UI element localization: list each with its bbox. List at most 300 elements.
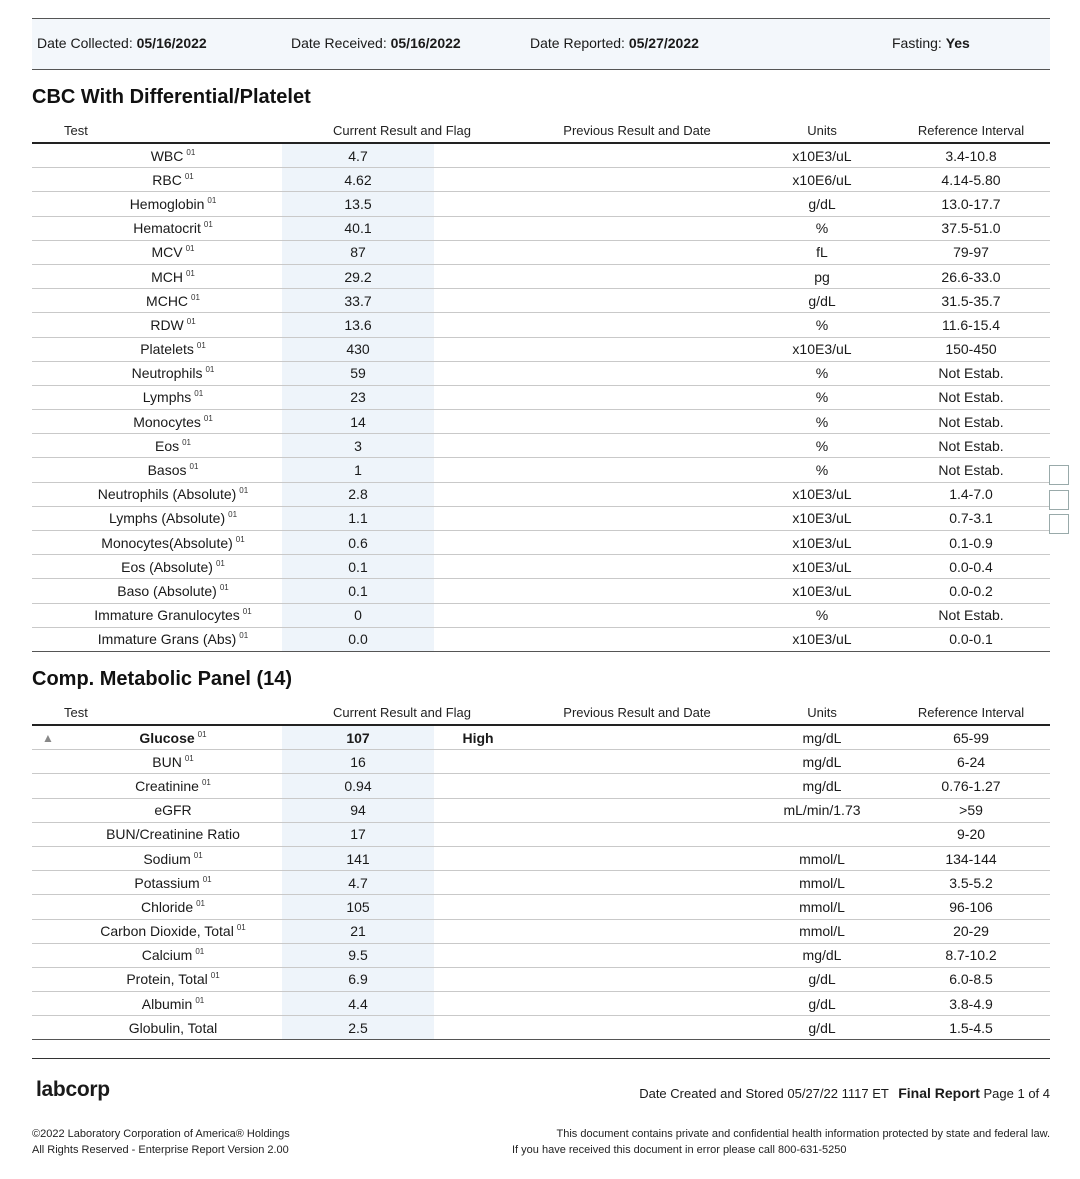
- units: fL: [752, 240, 892, 264]
- result-row: [32, 240, 1050, 264]
- units: mg/dL: [752, 750, 892, 774]
- reference-interval: Not Estab.: [892, 434, 1050, 458]
- current-result: 4.62: [282, 168, 434, 192]
- previous-result: [522, 919, 752, 943]
- flag-indicator: [32, 895, 64, 919]
- test-name: [64, 846, 282, 870]
- created-value: 05/27/22 1117 ET: [787, 1086, 889, 1101]
- test-name-text: Hemoglobin: [129, 195, 205, 212]
- test-name-text: Albumin: [141, 995, 193, 1012]
- current-result: 0.94: [282, 774, 434, 798]
- flag-indicator: [32, 240, 64, 264]
- previous-result: [522, 750, 752, 774]
- result-row: [32, 506, 1050, 530]
- result-row: [32, 555, 1050, 579]
- previous-result: [522, 434, 752, 458]
- col-header-current: Current Result and Flag: [282, 700, 522, 725]
- test-name-text: Immature Grans (Abs): [97, 631, 237, 648]
- test-name: [64, 919, 282, 943]
- result-flag: [434, 482, 522, 506]
- lab-code: 01: [182, 437, 192, 447]
- current-result: 2.8: [282, 482, 434, 506]
- test-name: [64, 603, 282, 627]
- reference-interval: 79-97: [892, 240, 1050, 264]
- test-name: [64, 531, 282, 555]
- current-result: 33.7: [282, 289, 434, 313]
- result-row: [32, 725, 1050, 750]
- test-name: [64, 385, 282, 409]
- units: x10E3/uL: [752, 482, 892, 506]
- result-flag: [434, 603, 522, 627]
- result-row: [32, 846, 1050, 870]
- test-name: [64, 482, 282, 506]
- result-flag: [434, 822, 522, 846]
- test-name-text: Creatinine: [135, 777, 199, 794]
- test-name: [64, 895, 282, 919]
- result-flag: High: [434, 725, 522, 750]
- current-result: 0.0: [282, 627, 434, 651]
- lab-code: 01: [203, 220, 213, 230]
- reference-interval: Not Estab.: [892, 361, 1050, 385]
- units: mg/dL: [752, 725, 892, 750]
- result-flag: [434, 846, 522, 870]
- result-flag: [434, 289, 522, 313]
- current-result: 1: [282, 458, 434, 482]
- test-name: [64, 168, 282, 192]
- previous-result: [522, 385, 752, 409]
- result-row: [32, 603, 1050, 627]
- test-name-text: Platelets: [140, 341, 194, 358]
- test-name-text: Potassium: [134, 874, 200, 891]
- cmp-section-title: Comp. Metabolic Panel (14): [32, 668, 293, 690]
- current-result: 4.7: [282, 143, 434, 168]
- lab-code: 01: [242, 607, 252, 617]
- result-row: [32, 750, 1050, 774]
- result-flag: [434, 750, 522, 774]
- flag-indicator: [32, 1016, 64, 1040]
- units: g/dL: [752, 992, 892, 1016]
- lab-code: 01: [210, 971, 220, 981]
- reference-interval: 0.0-0.2: [892, 579, 1050, 603]
- report-status-line: [639, 1085, 1050, 1101]
- previous-result: [522, 192, 752, 216]
- date-reported-label: Date Reported:: [530, 35, 625, 51]
- lab-code: 01: [195, 995, 205, 1005]
- units: x10E3/uL: [752, 555, 892, 579]
- result-flag: [434, 579, 522, 603]
- result-flag: [434, 506, 522, 530]
- units: g/dL: [752, 1016, 892, 1040]
- flag-indicator: [32, 919, 64, 943]
- final-report-label: Final Report: [898, 1085, 980, 1101]
- reference-interval: 11.6-15.4: [892, 313, 1050, 337]
- flag-indicator: [32, 967, 64, 991]
- current-result: 13.6: [282, 313, 434, 337]
- date-reported: [530, 35, 699, 51]
- units: g/dL: [752, 967, 892, 991]
- previous-result: [522, 216, 752, 240]
- side-checkbox-3[interactable]: [1049, 514, 1069, 534]
- fasting-status: [892, 35, 970, 51]
- units: %: [752, 216, 892, 240]
- result-row: [32, 264, 1050, 288]
- reference-interval: 1.5-4.5: [892, 1016, 1050, 1040]
- test-name-text: MCH: [151, 268, 183, 285]
- result-flag: [434, 458, 522, 482]
- result-row: [32, 774, 1050, 798]
- test-name: [64, 871, 282, 895]
- units: %: [752, 313, 892, 337]
- test-name: [64, 458, 282, 482]
- date-collected-value: 05/16/2022: [136, 35, 207, 51]
- reference-interval: 134-144: [892, 846, 1050, 870]
- reference-interval: 13.0-17.7: [892, 192, 1050, 216]
- test-name: [64, 337, 282, 361]
- current-result: 3: [282, 434, 434, 458]
- result-flag: [434, 434, 522, 458]
- current-result: 1.1: [282, 506, 434, 530]
- units: mmol/L: [752, 871, 892, 895]
- test-name-text: WBC: [150, 147, 184, 164]
- result-flag: [434, 1016, 522, 1040]
- privacy-line-2: If you have received this document in error please call 800-631-5250: [512, 1144, 847, 1156]
- flag-indicator: [32, 627, 64, 651]
- test-name-text: Eos (Absolute): [121, 558, 213, 575]
- col-header-units: Units: [752, 118, 892, 143]
- current-result: 21: [282, 919, 434, 943]
- test-name: [64, 750, 282, 774]
- current-result: 9.5: [282, 943, 434, 967]
- current-result: 23: [282, 385, 434, 409]
- reference-interval: 3.8-4.9: [892, 992, 1050, 1016]
- flag-indicator: [32, 192, 64, 216]
- reference-interval: Not Estab.: [892, 603, 1050, 627]
- lab-code: 01: [239, 486, 249, 496]
- previous-result: [522, 603, 752, 627]
- test-name-text: Glucose: [139, 729, 195, 746]
- current-result: 2.5: [282, 1016, 434, 1040]
- previous-result: [522, 506, 752, 530]
- reference-interval: 3.5-5.2: [892, 871, 1050, 895]
- result-row: [32, 531, 1050, 555]
- units: g/dL: [752, 192, 892, 216]
- result-row: [32, 289, 1050, 313]
- copyright-line-2: All Rights Reserved - Enterprise Report Version 2.00: [32, 1144, 289, 1156]
- flag-indicator: [32, 264, 64, 288]
- previous-result: [522, 240, 752, 264]
- result-flag: [434, 410, 522, 434]
- date-collected: [37, 35, 207, 51]
- lab-code: 01: [184, 753, 194, 763]
- result-row: [32, 434, 1050, 458]
- col-header-test: Test: [32, 118, 282, 143]
- flag-indicator: [32, 798, 64, 822]
- flag-indicator: [32, 434, 64, 458]
- previous-result: [522, 579, 752, 603]
- lab-code: 01: [186, 147, 196, 157]
- result-flag: [434, 240, 522, 264]
- previous-result: [522, 313, 752, 337]
- date-received-label: Date Received:: [291, 35, 387, 51]
- flag-indicator: [32, 943, 64, 967]
- units: x10E3/uL: [752, 627, 892, 651]
- flag-indicator: [32, 337, 64, 361]
- previous-result: [522, 337, 752, 361]
- result-flag: [434, 313, 522, 337]
- flag-indicator: [32, 603, 64, 627]
- flag-indicator: [32, 871, 64, 895]
- current-result: 430: [282, 337, 434, 361]
- test-name: [64, 798, 282, 822]
- previous-result: [522, 992, 752, 1016]
- result-row: [32, 1016, 1050, 1040]
- current-result: 6.9: [282, 967, 434, 991]
- previous-result: [522, 943, 752, 967]
- test-name: [64, 579, 282, 603]
- test-name-text: Lymphs: [142, 389, 192, 406]
- result-row: [32, 798, 1050, 822]
- report-dates-band: [32, 18, 1050, 70]
- copyright-line-1: ©2022 Laboratory Corporation of America® Holdings: [32, 1128, 290, 1140]
- previous-result: [522, 1016, 752, 1040]
- result-flag: [434, 168, 522, 192]
- units: %: [752, 361, 892, 385]
- lab-code: 01: [184, 171, 194, 181]
- result-flag: [434, 337, 522, 361]
- test-name: [64, 264, 282, 288]
- cbc-results-table: [32, 118, 1050, 652]
- flag-indicator: [32, 289, 64, 313]
- test-name-text: Baso (Absolute): [117, 582, 217, 599]
- result-flag: [434, 774, 522, 798]
- result-flag: [434, 798, 522, 822]
- lab-code: 01: [191, 292, 200, 302]
- reference-interval: 8.7-10.2: [892, 943, 1050, 967]
- privacy-line-1: This document contains private and confidential health information protected by state and federal law.: [556, 1128, 1050, 1140]
- units: %: [752, 410, 892, 434]
- reference-interval: 0.7-3.1: [892, 506, 1050, 530]
- flag-indicator: [32, 385, 64, 409]
- flag-indicator: [32, 774, 64, 798]
- result-row: [32, 313, 1050, 337]
- lab-code: 01: [197, 729, 207, 739]
- current-result: 0.6: [282, 531, 434, 555]
- page-indicator: Page 1 of 4: [983, 1086, 1050, 1101]
- test-name: [64, 725, 282, 750]
- previous-result: [522, 774, 752, 798]
- test-name: [64, 192, 282, 216]
- side-checkbox-2[interactable]: [1049, 490, 1069, 510]
- units: [752, 822, 892, 846]
- previous-result: [522, 725, 752, 750]
- test-name: [64, 967, 282, 991]
- previous-result: [522, 361, 752, 385]
- test-name: [64, 627, 282, 651]
- col-header-test: Test: [32, 700, 282, 725]
- reference-interval: 6-24: [892, 750, 1050, 774]
- test-name-text: MCV: [151, 244, 183, 261]
- result-row: [32, 385, 1050, 409]
- lab-code: 01: [201, 777, 211, 787]
- test-name-text: Chloride: [140, 898, 194, 915]
- result-row: [32, 992, 1050, 1016]
- result-flag: [434, 919, 522, 943]
- flag-indicator: [32, 822, 64, 846]
- reference-interval: 26.6-33.0: [892, 264, 1050, 288]
- previous-result: [522, 895, 752, 919]
- previous-result: [522, 967, 752, 991]
- flag-indicator: ▲: [32, 725, 64, 750]
- result-row: [32, 216, 1050, 240]
- result-flag: [434, 264, 522, 288]
- current-result: 17: [282, 822, 434, 846]
- current-result: 4.7: [282, 871, 434, 895]
- result-flag: [434, 895, 522, 919]
- units: x10E3/uL: [752, 579, 892, 603]
- flag-indicator: [32, 143, 64, 168]
- test-name-text: RDW: [150, 316, 184, 333]
- lab-code: 01: [185, 268, 195, 278]
- fasting-value: Yes: [945, 35, 970, 51]
- current-result: 0: [282, 603, 434, 627]
- result-flag: [434, 871, 522, 895]
- lab-code: 01: [194, 389, 204, 399]
- previous-result: [522, 531, 752, 555]
- current-result: 141: [282, 846, 434, 870]
- previous-result: [522, 627, 752, 651]
- result-row: [32, 192, 1050, 216]
- test-name-text: Monocytes: [133, 413, 201, 430]
- result-row: [32, 579, 1050, 603]
- test-name-text: eGFR: [154, 802, 192, 819]
- side-checkbox-1[interactable]: [1049, 465, 1069, 485]
- test-name-text: Neutrophils (Absolute): [97, 486, 237, 503]
- lab-code: 01: [207, 195, 217, 205]
- copyright-notice: [32, 1126, 290, 1158]
- test-name: [64, 506, 282, 530]
- reference-interval: Not Estab.: [892, 410, 1050, 434]
- lab-code: 01: [203, 413, 213, 423]
- units: x10E3/uL: [752, 531, 892, 555]
- previous-result: [522, 410, 752, 434]
- previous-result: [522, 846, 752, 870]
- created-label: Date Created and Stored: [639, 1086, 784, 1101]
- col-header-current: Current Result and Flag: [282, 118, 522, 143]
- test-name: [64, 410, 282, 434]
- result-flag: [434, 385, 522, 409]
- result-row: [32, 410, 1050, 434]
- previous-result: [522, 798, 752, 822]
- reference-interval: 65-99: [892, 725, 1050, 750]
- test-name-text: Eos: [154, 437, 180, 454]
- reference-interval: 20-29: [892, 919, 1050, 943]
- reference-interval: 9-20: [892, 822, 1050, 846]
- reference-interval: 150-450: [892, 337, 1050, 361]
- cbc-section-title: CBC With Differential/Platelet: [32, 86, 311, 108]
- previous-result: [522, 143, 752, 168]
- previous-result: [522, 555, 752, 579]
- test-name-text: Immature Granulocytes: [94, 607, 240, 624]
- previous-result: [522, 289, 752, 313]
- result-row: [32, 943, 1050, 967]
- test-name: [64, 555, 282, 579]
- test-name: [64, 434, 282, 458]
- flag-indicator: [32, 216, 64, 240]
- units: x10E6/uL: [752, 168, 892, 192]
- flag-indicator: [32, 555, 64, 579]
- result-row: [32, 822, 1050, 846]
- lab-code: 01: [236, 923, 246, 933]
- lab-code: 01: [202, 874, 212, 884]
- units: %: [752, 434, 892, 458]
- units: mg/dL: [752, 943, 892, 967]
- result-row: [32, 895, 1050, 919]
- test-name: [64, 774, 282, 798]
- col-header-previous: Previous Result and Date: [522, 700, 752, 725]
- current-result: 59: [282, 361, 434, 385]
- units: mmol/L: [752, 919, 892, 943]
- flag-indicator: [32, 168, 64, 192]
- reference-interval: 31.5-35.7: [892, 289, 1050, 313]
- test-name-text: Protein, Total: [126, 971, 208, 988]
- units: %: [752, 458, 892, 482]
- reference-interval: 0.0-0.1: [892, 627, 1050, 651]
- cmp-header-row: [32, 700, 1050, 725]
- reference-interval: 37.5-51.0: [892, 216, 1050, 240]
- result-row: [32, 919, 1050, 943]
- result-flag: [434, 943, 522, 967]
- test-name-text: MCHC: [146, 292, 189, 309]
- reference-interval: Not Estab.: [892, 458, 1050, 482]
- units: mmol/L: [752, 846, 892, 870]
- test-name: [64, 240, 282, 264]
- cmp-results-table: [32, 700, 1050, 1040]
- result-row: [32, 337, 1050, 361]
- reference-interval: 0.0-0.4: [892, 555, 1050, 579]
- date-collected-label: Date Collected:: [37, 35, 133, 51]
- current-result: 13.5: [282, 192, 434, 216]
- units: mL/min/1.73: [752, 798, 892, 822]
- previous-result: [522, 168, 752, 192]
- result-row: [32, 627, 1050, 651]
- result-flag: [434, 531, 522, 555]
- test-name: [64, 143, 282, 168]
- result-flag: [434, 192, 522, 216]
- current-result: 16: [282, 750, 434, 774]
- units: %: [752, 603, 892, 627]
- lab-code: 01: [215, 558, 225, 568]
- units: pg: [752, 264, 892, 288]
- lab-code: 01: [235, 534, 245, 544]
- previous-result: [522, 871, 752, 895]
- test-name: [64, 313, 282, 337]
- test-name: [64, 361, 282, 385]
- current-result: 29.2: [282, 264, 434, 288]
- current-result: 107: [282, 725, 434, 750]
- test-name-text: BUN/Creatinine Ratio: [106, 826, 240, 843]
- current-result: 105: [282, 895, 434, 919]
- flag-indicator: [32, 482, 64, 506]
- lab-code: 01: [193, 850, 203, 860]
- test-name: [64, 1016, 282, 1040]
- current-result: 87: [282, 240, 434, 264]
- test-name-text: Monocytes(Absolute): [101, 534, 233, 551]
- test-name-text: BUN: [152, 753, 182, 770]
- previous-result: [522, 822, 752, 846]
- fasting-label: Fasting:: [892, 35, 942, 51]
- reference-interval: Not Estab.: [892, 385, 1050, 409]
- result-flag: [434, 627, 522, 651]
